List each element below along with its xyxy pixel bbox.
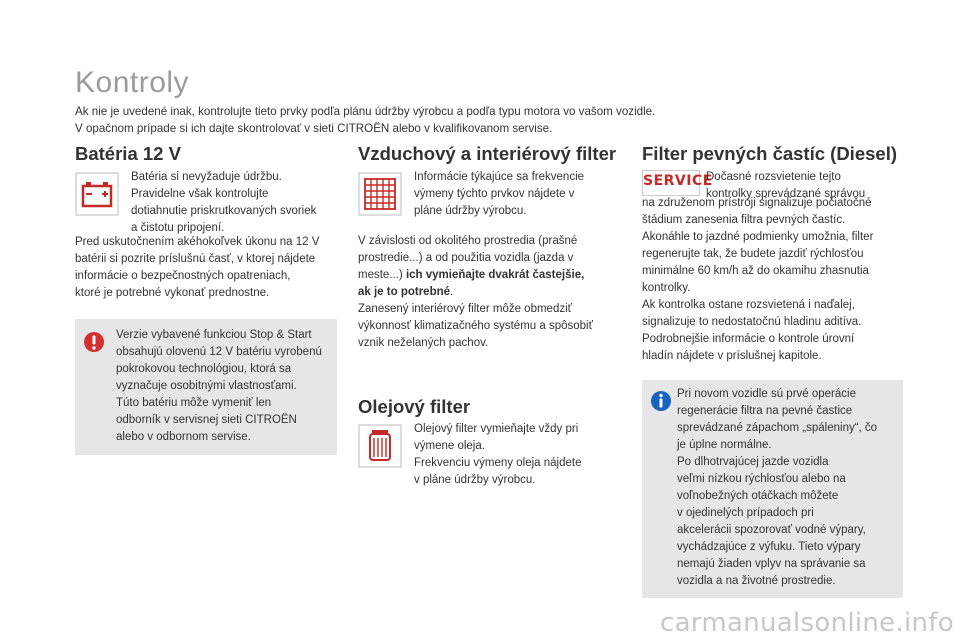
text-line: obsahujú olovenú 12 V batériu vyrobenú xyxy=(116,346,322,358)
text-line: Pred uskutočnením akéhokoľvek úkonu na 12 V xyxy=(75,236,320,248)
text-line: Podrobnejšie informácie o kontrole úrovní xyxy=(642,333,855,345)
text-line: minimálne 60 km/h až do okamihu zhasnutia xyxy=(642,265,869,277)
text-line: Akonáhle to jazdné podmienky umožnia, filter xyxy=(642,231,874,243)
text-line: Dočasné rozsvietenie tejto xyxy=(706,171,841,183)
text-line: signalizuje to nedostatočnú hladinu aditíva. xyxy=(642,316,862,328)
text-line: vznik neželaných pachov. xyxy=(358,337,489,349)
warning-icon xyxy=(83,331,105,353)
battery-warning-box xyxy=(75,319,337,455)
intro-line: V opačnom prípade si ich dajte skontrolovať v sieti CITROËN alebo v kvalifikovanom servise. xyxy=(75,122,553,135)
text-line: a čistotu pripojení. xyxy=(131,222,225,234)
watermark: carmanualsonline.info xyxy=(659,608,954,638)
text-line: v ojedinelých prípadoch pri xyxy=(677,507,814,519)
text-line: na združenom prístroji signalizuje počiatočné xyxy=(642,197,872,209)
text-line: odborník v servisnej sieti CITROËN xyxy=(116,414,297,426)
text-line: nemajú žiaden vplyv na správanie sa xyxy=(677,558,866,570)
service-warning-icon xyxy=(642,170,713,196)
intro-text xyxy=(75,103,915,137)
text-line: ktoré je potrebné vykonať prednostne. xyxy=(75,287,270,299)
text-line: alebo v odbornom servise. xyxy=(116,431,251,443)
text-line xyxy=(358,267,628,284)
text-line: v pláne údržby výrobcu. xyxy=(414,474,536,486)
text-line: Verzie vybavené funkciou Stop & Start xyxy=(116,329,312,341)
text-line: vychádzajúce z výfuku. Tieto výpary xyxy=(677,541,861,553)
emphasis-text: ich vymieňajte dvakrát častejšie, xyxy=(405,269,585,281)
emphasis-text: ak je to potrebné xyxy=(358,286,451,298)
text-line: vozidla a na životné prostredie. xyxy=(677,575,836,587)
text-line xyxy=(358,284,628,301)
page-title: Kontroly xyxy=(75,66,190,99)
particle-filter-info-text xyxy=(677,386,899,590)
text-line: informácie o bezpečnostných opatreniach, xyxy=(75,270,291,282)
oil-filter-heading: Olejový filter xyxy=(358,396,471,417)
text-line: batérii si pozrite príslušnú časť, v ktorej nájdete xyxy=(75,253,316,265)
text-line: regenerujte tak, že budete jazdiť rýchlosťou xyxy=(642,248,864,260)
text-line: štádium zanesenia filtra pevných častíc. xyxy=(642,214,846,226)
text-line: Po dlhotrvajúcej jazde vozidla xyxy=(677,456,829,468)
text-line: Batéria si nevyžaduje údržbu. xyxy=(131,171,282,183)
intro-line: Ak nie je uvedené inak, kontrolujte tieto prvky podľa plánu údržby výrobcu a podľa typu motora vo vašom vozidle. xyxy=(75,105,656,118)
text-line: vyznačuje osobitnými vlastnosťami. xyxy=(116,380,297,392)
text-line: je úplne normálne. xyxy=(677,439,772,451)
text-line: pokrokovou technológiou, ktorá sa xyxy=(116,363,292,375)
battery-warning-text xyxy=(116,327,334,446)
text-line: Frekvenciu výmeny oleja nájdete xyxy=(414,457,582,469)
text-line: kontrolky. xyxy=(642,282,691,294)
battery-icon-text xyxy=(131,169,341,237)
text-line: pláne údržby výrobcu. xyxy=(414,205,527,217)
service-label: SERVICE xyxy=(643,173,713,189)
particle-filter-body-text xyxy=(642,195,907,365)
text-line: Olejový filter vymieňajte vždy pri xyxy=(414,423,579,435)
text-line: Pri novom vozidle sú prvé operácie xyxy=(677,388,856,400)
text-line: dotiahnutie priskrutkovaných svoriek xyxy=(131,205,317,217)
text-line: výkonnosť klimatizačného systému a spôsobiť xyxy=(358,320,593,332)
text-line: regenerácie filtra na pevné častice xyxy=(677,405,853,417)
text-line: sprevádzané zápachom „spáleniny“, čo xyxy=(677,422,878,434)
air-filter-heading: Vzduchový a interiérový filter xyxy=(358,143,617,164)
text-line: výmene oleja. xyxy=(414,440,485,452)
text-line: Túto batériu môže vymeniť len xyxy=(116,397,272,409)
text-line: veľmi nízkou rýchlosťou alebo na xyxy=(677,473,846,485)
text-line: akcelerácii spozorovať vodné výpary, xyxy=(677,524,866,536)
air-filter-icon xyxy=(358,172,402,216)
text-line: kontrolky sprevádzané správou xyxy=(706,188,866,200)
battery-body-text xyxy=(75,234,345,302)
text-line: hladín nájdete v príslušnej kapitole. xyxy=(642,350,822,362)
battery-heading: Batéria 12 V xyxy=(75,143,181,164)
text-span: . xyxy=(450,286,454,298)
air-filter-icon-text xyxy=(414,169,624,220)
particle-filter-heading: Filter pevných častíc (Diesel) xyxy=(642,143,897,164)
text-line: prostredie...) a od použitia vozidla (jazda v xyxy=(358,252,574,264)
oil-filter-icon-text xyxy=(414,421,624,489)
battery-icon xyxy=(75,172,119,216)
particle-filter-info-box xyxy=(642,380,903,598)
text-line: V závislosti od okolitého prostredia (prašné xyxy=(358,235,578,247)
text-span: meste...) xyxy=(358,269,406,281)
air-filter-body-text xyxy=(358,233,628,352)
oil-filter-icon xyxy=(358,424,402,468)
text-line: Informácie týkajúce sa frekvencie xyxy=(414,171,585,183)
text-line: voľnobežných otáčkach môžete xyxy=(677,490,839,502)
text-line: Pravidelne však kontrolujte xyxy=(131,188,269,200)
text-line: Zanesený interiérový filter môže obmedziť xyxy=(358,303,572,315)
text-line: Ak kontrolka ostane rozsvietená i naďalej, xyxy=(642,299,855,311)
text-line: výmeny týchto prvkov nájdete v xyxy=(414,188,575,200)
info-icon xyxy=(650,390,672,412)
